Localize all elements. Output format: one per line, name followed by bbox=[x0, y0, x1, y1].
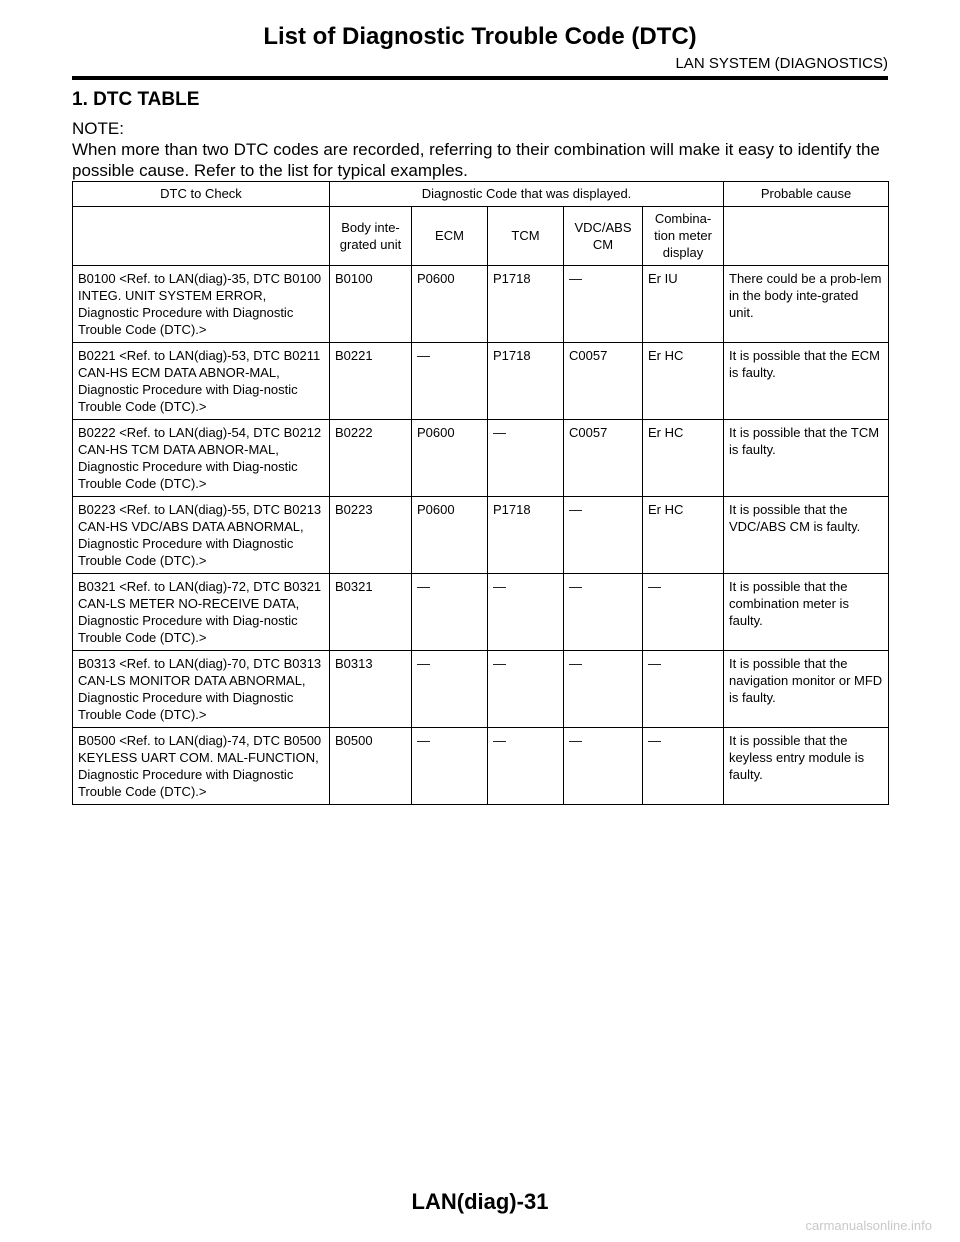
cell-ecm: P0600 bbox=[412, 420, 488, 497]
cell-meter: — bbox=[643, 651, 724, 728]
col-header-cause: Probable cause bbox=[724, 182, 889, 207]
cell-tcm: — bbox=[488, 574, 564, 651]
cell-ecm: — bbox=[412, 651, 488, 728]
cell-ecm: — bbox=[412, 574, 488, 651]
cell-body: B0313 bbox=[330, 651, 412, 728]
cell-cause: It is possible that the ECM is faulty. bbox=[724, 343, 889, 420]
cell-body: B0221 bbox=[330, 343, 412, 420]
cell-ecm: P0600 bbox=[412, 497, 488, 574]
page-title: List of Diagnostic Trouble Code (DTC) bbox=[263, 23, 697, 50]
subheader-meter: Combina- tion meter display bbox=[643, 207, 724, 266]
cell-meter: — bbox=[643, 728, 724, 805]
cell-vdc: — bbox=[564, 266, 643, 343]
cell-cause: It is possible that the navigation monitor or MFD is faulty. bbox=[724, 651, 889, 728]
cell-vdc: — bbox=[564, 497, 643, 574]
copyright-watermark: carmanualsonline.info bbox=[805, 1218, 932, 1233]
cell-tcm: P1718 bbox=[488, 497, 564, 574]
cell-cause: It is possible that the keyless entry module is faulty. bbox=[724, 728, 889, 805]
cell-dtc: B0313 <Ref. to LAN(diag)-70, DTC B0313 CAN-LS MONITOR DATA ABNORMAL, Diagnostic Procedure with Diagnostic Trouble Code (DTC).> bbox=[73, 651, 330, 728]
cell-body: B0321 bbox=[330, 574, 412, 651]
note-label: NOTE: bbox=[72, 119, 124, 138]
table-row bbox=[73, 343, 889, 420]
cell-body: B0500 bbox=[330, 728, 412, 805]
cell-meter: Er HC bbox=[643, 343, 724, 420]
table-row bbox=[73, 420, 889, 497]
cell-body: B0100 bbox=[330, 266, 412, 343]
dtc-table bbox=[72, 181, 889, 805]
cell-vdc: C0057 bbox=[564, 343, 643, 420]
cell-tcm: — bbox=[488, 728, 564, 805]
section-heading: 1. DTC TABLE bbox=[72, 89, 200, 110]
cell-meter: — bbox=[643, 574, 724, 651]
cell-tcm: P1718 bbox=[488, 266, 564, 343]
cell-vdc: — bbox=[564, 574, 643, 651]
cell-vdc: — bbox=[564, 651, 643, 728]
cell-cause: There could be a prob-lem in the body inte-grated unit. bbox=[724, 266, 889, 343]
subheader-blank-dtc bbox=[73, 207, 330, 266]
cell-dtc: B0223 <Ref. to LAN(diag)-55, DTC B0213 CAN-HS VDC/ABS DATA ABNORMAL, Diagnostic Procedure with Diagnostic Trouble Code (DTC).> bbox=[73, 497, 330, 574]
table-row bbox=[73, 574, 889, 651]
cell-dtc: B0500 <Ref. to LAN(diag)-74, DTC B0500 KEYLESS UART COM. MAL-FUNCTION, Diagnostic Procedure with Diagnostic Trouble Code (DTC).> bbox=[73, 728, 330, 805]
section-subtitle: LAN SYSTEM (DIAGNOSTICS) bbox=[675, 55, 888, 72]
header-rule bbox=[72, 76, 888, 80]
cell-dtc: B0321 <Ref. to LAN(diag)-72, DTC B0321 CAN-LS METER NO-RECEIVE DATA, Diagnostic Procedure with Diag-nostic Trouble Code (DTC).> bbox=[73, 574, 330, 651]
cell-vdc: — bbox=[564, 728, 643, 805]
cell-dtc: B0100 <Ref. to LAN(diag)-35, DTC B0100 INTEG. UNIT SYSTEM ERROR, Diagnostic Procedure with Diagnostic Trouble Code (DTC).> bbox=[73, 266, 330, 343]
subheader-tcm: TCM bbox=[488, 207, 564, 266]
table-row bbox=[73, 728, 889, 805]
cell-tcm: P1718 bbox=[488, 343, 564, 420]
cell-meter: Er HC bbox=[643, 420, 724, 497]
table-row bbox=[73, 651, 889, 728]
table-header-row bbox=[73, 182, 889, 207]
table-row bbox=[73, 266, 889, 343]
table-row bbox=[73, 497, 889, 574]
cell-cause: It is possible that the combination meter is faulty. bbox=[724, 574, 889, 651]
col-header-dtc: DTC to Check bbox=[73, 182, 330, 207]
subheader-ecm: ECM bbox=[412, 207, 488, 266]
cell-tcm: — bbox=[488, 420, 564, 497]
subheader-vdc: VDC/ABS CM bbox=[564, 207, 643, 266]
cell-meter: Er HC bbox=[643, 497, 724, 574]
cell-dtc: B0221 <Ref. to LAN(diag)-53, DTC B0211 CAN-HS ECM DATA ABNOR-MAL, Diagnostic Procedure with Diag-nostic Trouble Code (DTC).> bbox=[73, 343, 330, 420]
cell-body: B0223 bbox=[330, 497, 412, 574]
cell-body: B0222 bbox=[330, 420, 412, 497]
cell-tcm: — bbox=[488, 651, 564, 728]
cell-vdc: C0057 bbox=[564, 420, 643, 497]
cell-dtc: B0222 <Ref. to LAN(diag)-54, DTC B0212 CAN-HS TCM DATA ABNOR-MAL, Diagnostic Procedure with Diag-nostic Trouble Code (DTC).> bbox=[73, 420, 330, 497]
cell-ecm: P0600 bbox=[412, 266, 488, 343]
cell-cause: It is possible that the TCM is faulty. bbox=[724, 420, 889, 497]
cell-ecm: — bbox=[412, 728, 488, 805]
cell-meter: Er IU bbox=[643, 266, 724, 343]
cell-ecm: — bbox=[412, 343, 488, 420]
note-text: When more than two DTC codes are recorded, referring to their combination will make it easy to identify the possible cause. Refer to the list for typical examples. bbox=[72, 140, 880, 180]
subheader-body: Body inte- grated unit bbox=[330, 207, 412, 266]
subheader-blank-cause bbox=[724, 207, 889, 266]
col-header-diag: Diagnostic Code that was displayed. bbox=[330, 182, 724, 207]
cell-cause: It is possible that the VDC/ABS CM is faulty. bbox=[724, 497, 889, 574]
table-subheader-row bbox=[73, 207, 889, 266]
page-number: LAN(diag)-31 bbox=[411, 1189, 549, 1214]
